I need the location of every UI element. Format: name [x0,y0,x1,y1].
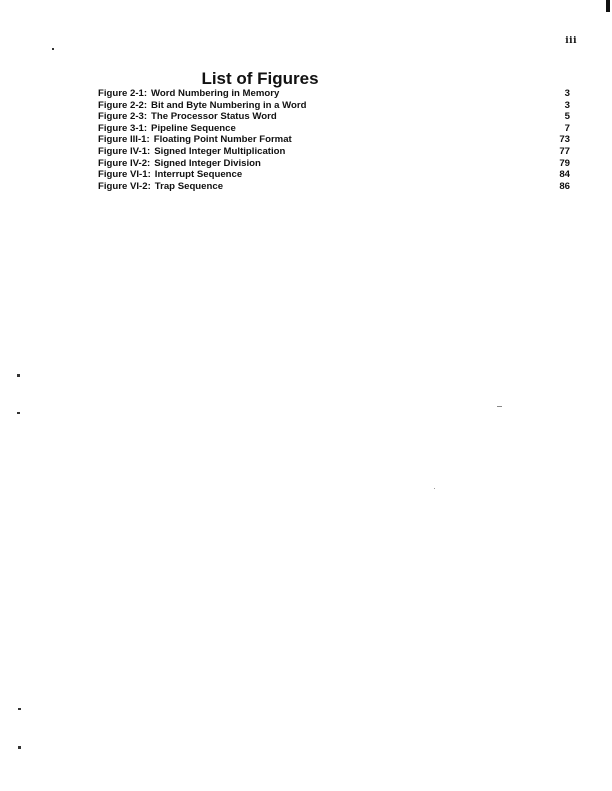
scan-speck [17,374,20,377]
figure-entry[interactable] [98,181,570,193]
figure-title: Signed Integer Division [154,157,261,169]
list-of-figures-title: List of Figures [201,69,319,88]
figure-entry[interactable] [98,134,570,146]
figure-title: Trap Sequence [154,180,224,192]
figure-label: Figure VI-1: [98,169,151,181]
scan-speck [434,488,435,489]
figure-title: Signed Integer Multiplication [154,145,286,157]
figure-page-number: 79 [559,157,570,169]
figure-page-number: 3 [564,99,570,111]
scan-edge-mark [606,0,610,12]
figure-page-number: 3 [564,88,570,99]
figure-page-number: 7 [564,122,570,134]
scan-speck [17,412,20,414]
figure-list [98,88,570,192]
figure-title: Bit and Byte Numbering in a Word [151,99,307,111]
figure-label: Figure VI-2: [98,180,151,192]
scan-speck [18,746,21,749]
figure-title: The Processor Status Word [151,111,277,123]
scan-speck [18,708,21,710]
figure-entry[interactable] [98,100,570,112]
scan-speck [52,48,54,50]
scan-speck [497,406,502,407]
figure-title: Pipeline Sequence [151,122,236,134]
figure-title: Word Numbering in Memory [151,88,280,99]
page-number: iii [565,36,577,46]
figure-label: Figure 2-2: [98,99,148,111]
figure-entry[interactable] [98,123,570,135]
figure-title: Floating Point Number Format [153,134,292,146]
figure-label: Figure 2-3: [98,111,148,123]
figure-entry[interactable] [98,169,570,181]
figure-title: Interrupt Sequence [154,169,243,181]
figure-entry[interactable] [98,158,570,170]
figure-label: Figure 2-1: [98,88,148,99]
figure-page-number: 86 [559,180,570,192]
figure-label: Figure 3-1: [98,122,148,134]
figure-page-number: 73 [559,134,570,146]
figure-entry[interactable] [98,146,570,158]
figure-page-number: 5 [564,111,570,123]
figure-page-number: 77 [559,145,570,157]
figure-entry[interactable] [98,111,570,123]
figure-label: Figure IV-1: [98,145,151,157]
figure-label: Figure IV-2: [98,157,151,169]
figure-page-number: 84 [559,169,570,181]
figure-label: Figure III-1: [98,134,150,146]
figure-entry[interactable] [98,88,570,100]
